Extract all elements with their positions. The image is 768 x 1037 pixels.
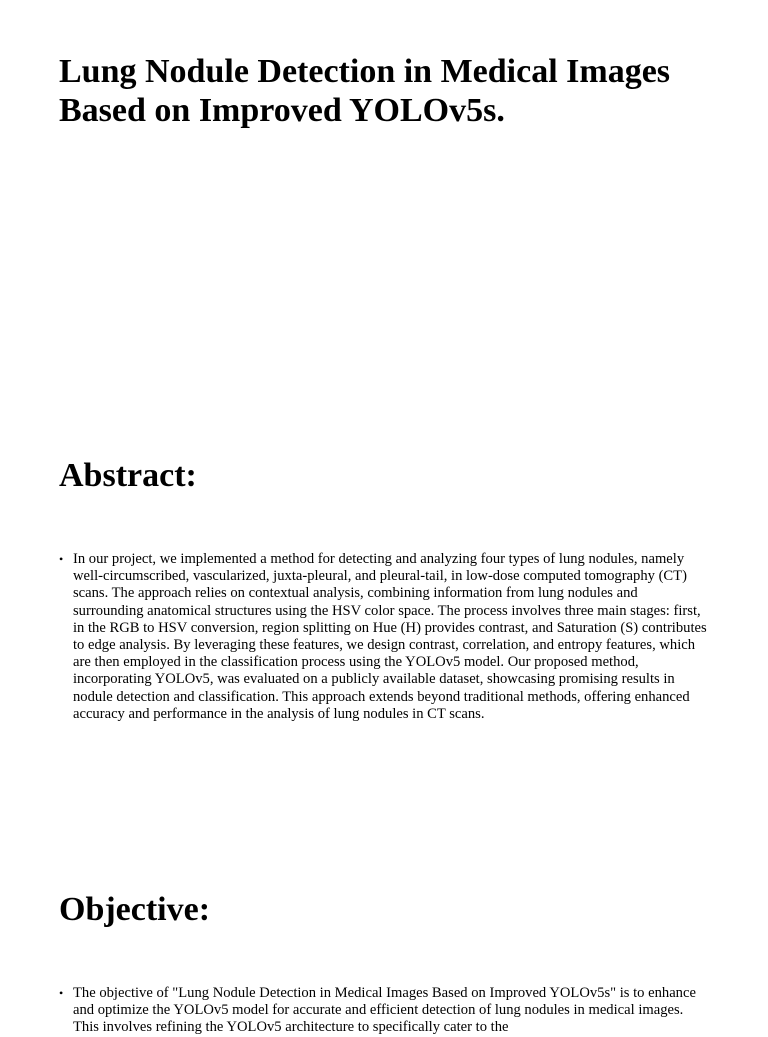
objective-bullet-item [59, 985, 711, 1037]
abstract-bullet-item [59, 551, 711, 723]
bullet-icon: • [59, 986, 64, 1000]
abstract-heading: Abstract: [59, 457, 197, 494]
document-title: Lung Nodule Detection in Medical Images Based on Improved YOLOv5s. [59, 53, 671, 129]
bullet-icon: • [59, 552, 64, 566]
objective-bullet-list [59, 985, 711, 1037]
objective-text: The objective of "Lung Nodule Detection in Medical Images Based on Improved YOLOv5s" is to enhance and optimize the YOLOv5 model for accurate and efficient detection of lung nodules in medical images. This involves refining the YOLOv5 architecture to specifically cater to the [73, 985, 696, 1036]
objective-heading: Objective: [59, 891, 211, 928]
abstract-text: In our project, we implemented a method for detecting and analyzing four types of lung nodules, namely well-circumscribed, vascularized, juxta-pleural, and pleural-tail, in low-dose computed tomography (CT) scans. The approach relies on contextual analysis, combining information from lung nodules and surrounding anatomical structures using the HSV color space. The process involves three main stages: first, in the RGB to HSV conversion, region splitting on Hue (H) provides contrast, and Saturation (S) contributes to edge analysis. By leveraging these features, we design contrast, correlation, and entropy features, which are then employed in the classification process using the YOLOv5 model. Our proposed method, incorporating YOLOv5, was evaluated on a publicly available dataset, showcasing promising results in nodule detection and classification. This approach extends beyond traditional methods, offering enhanced accuracy and performance in the analysis of lung nodules in CT scans. [73, 551, 707, 722]
abstract-bullet-list [59, 551, 711, 723]
